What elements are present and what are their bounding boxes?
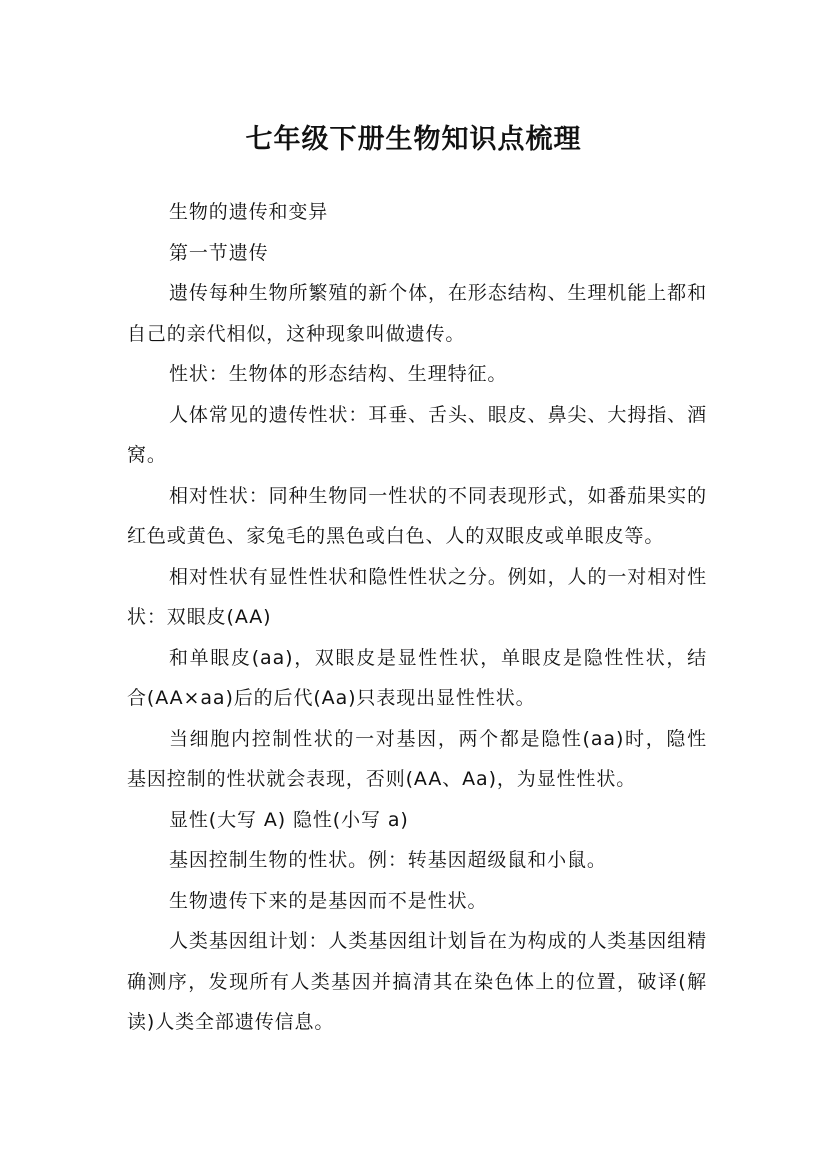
paragraph-inheritance-genes: 生物遗传下来的是基因而不是性状。 — [169, 889, 488, 912]
paragraph-human-genome-project: 人类基因组计划：人类基因组计划旨在为构成的人类基因组精确测序，发现所有人类基因并搞清其在染色体上的位置，破译(解读)人类全部遗传信息。 — [127, 930, 707, 1033]
paragraph-double-single-eyelid: 和单眼皮(aa)，双眼皮是显性性状，单眼皮是隐性性状，结合(AA×aa)后的后代(Aa)只表现出显性性状。 — [127, 646, 707, 709]
paragraph-dominant-recessive: 相对性状有显性性状和隐性性状之分。例如，人的一对相对性状：双眼皮(AA) — [127, 565, 707, 628]
document-title: 七年级下册生物知识点梳理 — [245, 124, 582, 156]
paragraph-gene-pair: 当细胞内控制性状的一对基因，两个都是隐性(aa)时，隐性基因控制的性状就会表现，否则(AA、Aa)，为显性性状。 — [127, 727, 707, 790]
paragraph-notation: 显性(大写 A) 隐性(小写 a) — [169, 808, 409, 831]
paragraph-relative-traits: 相对性状：同种生物同一性状的不同表现形式，如番茄果实的红色或黄色、家兔毛的黑色或白色、人的双眼皮或单眼皮等。 — [127, 484, 707, 547]
paragraph-subsection-heading: 第一节遗传 — [169, 241, 269, 264]
paragraph-heredity-definition: 遗传每种生物所繁殖的新个体，在形态结构、生理机能上都和自己的亲代相似，这种现象叫做遗传。 — [127, 282, 707, 345]
paragraph-trait-definition: 性状：生物体的形态结构、生理特征。 — [169, 363, 508, 385]
paragraph-gene-control: 基因控制生物的性状。例：转基因超级鼠和小鼠。 — [169, 849, 607, 871]
paragraph-section-heading: 生物的遗传和变异 — [169, 201, 329, 223]
paragraph-human-traits: 人体常见的遗传性状：耳垂、舌头、眼皮、鼻尖、大拇指、酒窝。 — [127, 403, 707, 466]
document-body — [127, 192, 707, 1043]
